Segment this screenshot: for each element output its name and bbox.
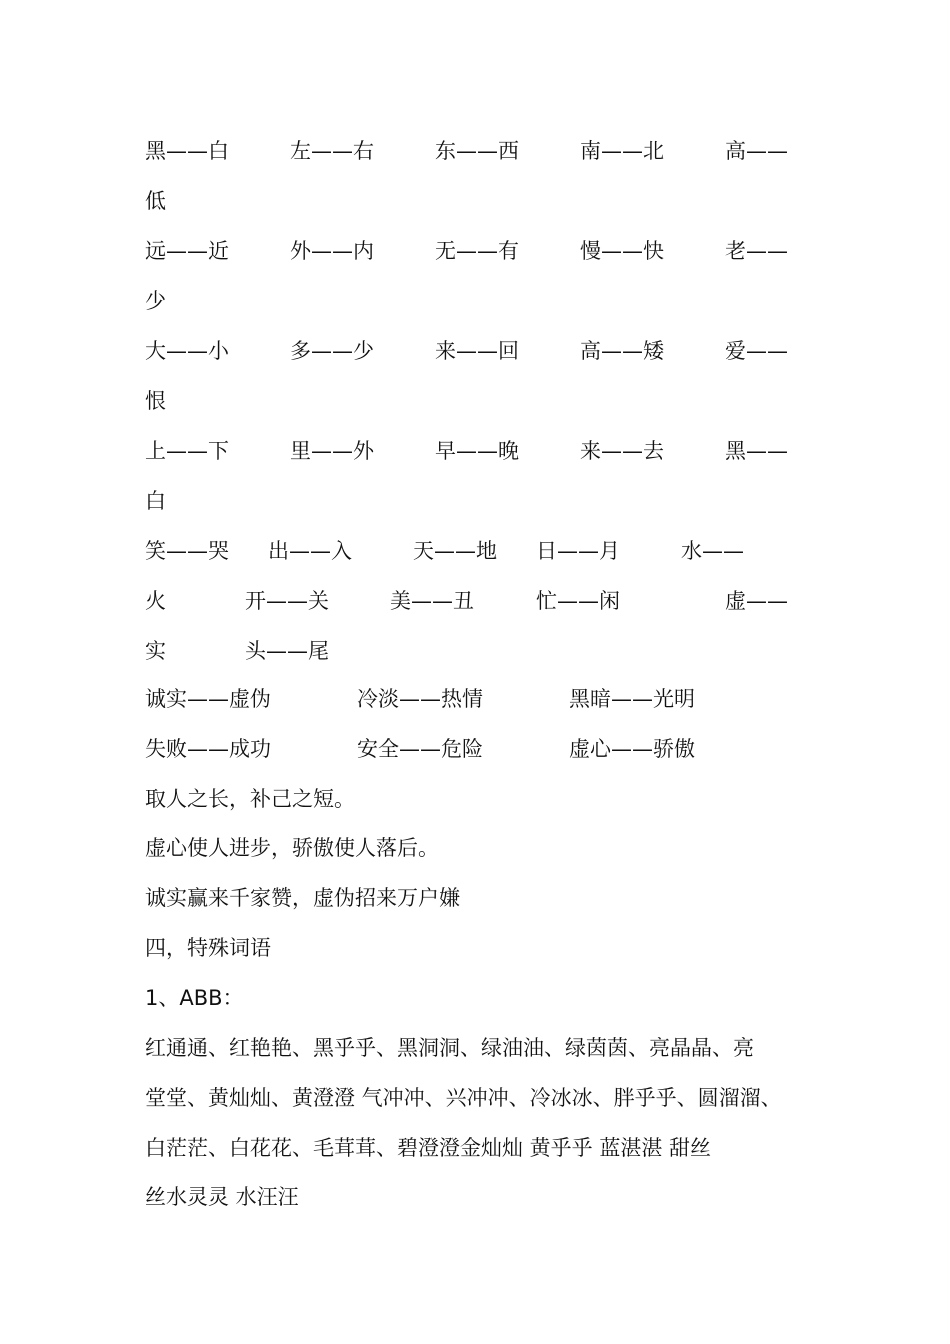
antonym-pair: 里——外 xyxy=(290,439,374,463)
antonym-pair: 高—— xyxy=(725,139,788,163)
antonym-pair: 左——右 xyxy=(290,139,374,163)
antonym-pair: 来——去 xyxy=(580,439,664,463)
antonym-pair: 诚实——虚伪 xyxy=(145,687,271,711)
antonym-pair: 出——入 xyxy=(268,539,352,563)
antonym-pair: 高——矮 xyxy=(580,339,664,363)
abb-word-line: 白茫茫、白花花、毛茸茸、碧澄澄金灿灿 黄乎乎 蓝湛湛 甜丝 xyxy=(145,1136,712,1160)
abb-word-line: 红通通、红艳艳、黑乎乎、黑洞洞、绿油油、绿茵茵、亮晶晶、亮 xyxy=(145,1036,754,1060)
antonym-pair: 南——北 xyxy=(580,139,664,163)
antonym-row xyxy=(0,186,950,216)
antonym-pair: 失败——成功 xyxy=(145,737,271,761)
antonym-row xyxy=(0,386,950,416)
saying: 诚实赢来千家赞，虚伪招来万户嫌 xyxy=(145,886,460,910)
antonym-pair: 实 xyxy=(145,639,166,663)
antonym-pair: 恨 xyxy=(145,389,166,413)
antonym-row xyxy=(0,436,950,466)
antonym-pair: 老—— xyxy=(725,239,788,263)
antonym-pair: 日——月 xyxy=(536,539,620,563)
antonym-pair: 无——有 xyxy=(435,239,519,263)
antonym-pair: 黑——白 xyxy=(145,139,229,163)
antonym-row xyxy=(0,684,950,714)
antonym-pair: 早——晚 xyxy=(435,439,519,463)
antonym-pair: 白 xyxy=(145,489,166,513)
antonym-pair: 多——少 xyxy=(290,339,374,363)
antonym-pair: 火 xyxy=(145,589,166,613)
antonym-pair: 外——内 xyxy=(290,239,374,263)
antonym-pair: 低 xyxy=(145,189,166,213)
antonym-pair: 安全——危险 xyxy=(357,737,483,761)
antonym-pair: 忙——闲 xyxy=(536,589,620,613)
antonym-pair: 上——下 xyxy=(145,439,229,463)
antonym-pair: 虚—— xyxy=(725,589,788,613)
antonym-pair: 冷淡——热情 xyxy=(357,687,483,711)
antonym-pair: 黑—— xyxy=(725,439,788,463)
antonym-row xyxy=(0,486,950,516)
antonym-pair: 水—— xyxy=(681,539,744,563)
antonym-pair: 头——尾 xyxy=(245,639,329,663)
antonym-row xyxy=(0,136,950,166)
saying: 虚心使人进步，骄傲使人落后。 xyxy=(145,836,439,860)
antonym-pair: 黑暗——光明 xyxy=(569,687,695,711)
antonym-row xyxy=(0,734,950,764)
antonym-row xyxy=(0,336,950,366)
antonym-pair: 爱—— xyxy=(725,339,788,363)
subsection-heading: 1、ABB： xyxy=(145,986,244,1010)
antonym-pair: 天——地 xyxy=(413,539,497,563)
antonym-pair: 美——丑 xyxy=(390,589,474,613)
antonym-pair: 虚心——骄傲 xyxy=(569,737,695,761)
antonym-row xyxy=(0,236,950,266)
antonym-pair: 东——西 xyxy=(435,139,519,163)
antonym-pair: 慢——快 xyxy=(580,239,664,263)
antonym-pair: 笑——哭 xyxy=(145,539,229,563)
antonym-row xyxy=(0,636,950,666)
antonym-pair: 远——近 xyxy=(145,239,229,263)
abb-word-line: 丝水灵灵 水汪汪 xyxy=(145,1185,299,1209)
antonym-pair: 少 xyxy=(145,289,166,313)
antonym-row xyxy=(0,536,950,566)
saying: 取人之长，补己之短。 xyxy=(145,787,355,811)
section-heading: 四，特殊词语 xyxy=(145,936,271,960)
antonym-row xyxy=(0,586,950,616)
abb-word-line: 堂堂、黄灿灿、黄澄澄 气冲冲、兴冲冲、冷冰冰、胖乎乎、圆溜溜、 xyxy=(145,1086,782,1110)
antonym-pair: 开——关 xyxy=(245,589,329,613)
antonym-pair: 大——小 xyxy=(145,339,229,363)
antonym-pair: 来——回 xyxy=(435,339,519,363)
antonym-row xyxy=(0,286,950,316)
